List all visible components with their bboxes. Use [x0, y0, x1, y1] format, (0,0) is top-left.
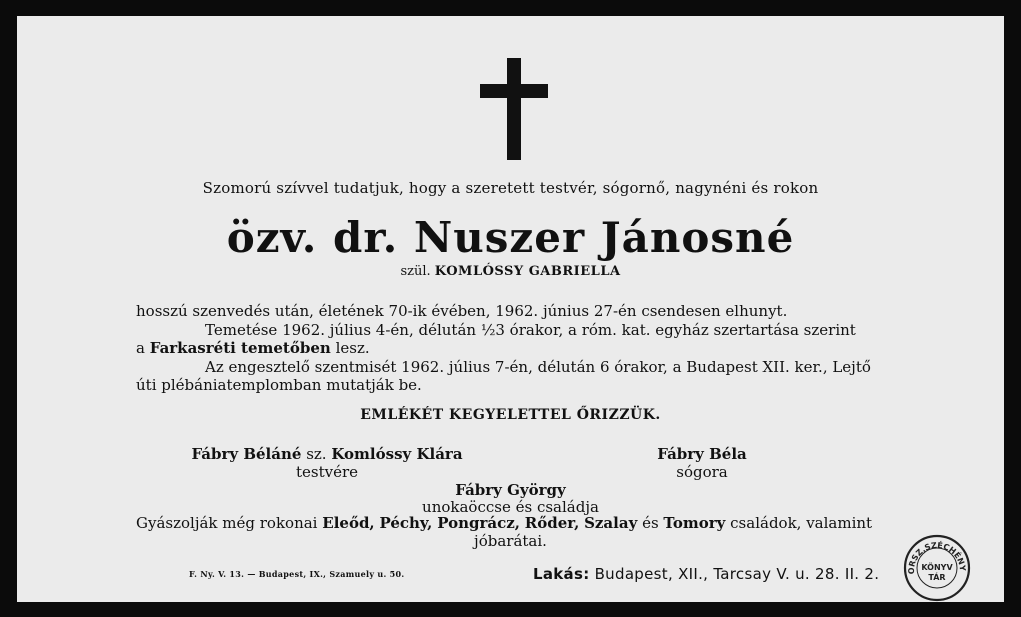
mourners-and: és [642, 514, 659, 532]
family-name: Tomory [663, 514, 726, 532]
address-value: Budapest, XII., Tarcsay V. u. 28. II. 2. [594, 565, 880, 583]
maiden-name-line [17, 264, 1004, 279]
mourner-3-role: unokaöccse és családja [422, 498, 599, 516]
motto: EMLÉKÉT KEGYELETTEL ŐRIZZÜK. [360, 407, 661, 423]
cross-icon-bar [480, 84, 548, 98]
mourner-2-role: sógora [676, 463, 728, 481]
mourner-1-name-b: Komlóssy Klára [331, 445, 463, 463]
body-line-3 [136, 339, 370, 357]
mourners-line-2: jóbarátai. [474, 532, 547, 550]
svg-text:KÖNYV: KÖNYV [921, 563, 953, 572]
family-name: Rőder, [524, 514, 580, 532]
mourner-3-name-text: Fábry György [455, 481, 566, 499]
intro-text: Szomorú szívvel tudatjuk, hogy a szeretett testvér, sógornő, nagynéni és rokon [202, 179, 819, 197]
mourners-prefix: Gyászolják még rokonai [136, 514, 318, 532]
mourner-2-name [602, 445, 802, 463]
family-name: Eleőd, [322, 514, 375, 532]
maiden-name: KOMLÓSSY GABRIELLA [434, 264, 621, 279]
address-label: Lakás: [533, 565, 590, 583]
mourner-3-name [17, 481, 1004, 499]
body-line-4: Az engesztelő szentmisét 1962. július 7-én, délután 6 órakor, a Budapest XII. ker., Lejtő [205, 358, 871, 376]
mourner-1-name-a: Fábry Béláné [191, 445, 302, 463]
body-line-3-prefix: a [136, 339, 145, 357]
body-line-1: hosszú szenvedés után, életének 70-ik évében, 1962. június 27-én csendesen elhunyt. [136, 302, 788, 320]
svg-text:TÁR: TÁR [928, 573, 946, 582]
mourner-1-name [187, 445, 467, 463]
library-stamp-icon [902, 533, 972, 603]
maiden-prefix: szül. [400, 264, 431, 279]
printer-imprint: F. Ny. V. 13. — Budapest, IX., Szamuely u. 50. [189, 569, 405, 579]
obituary-card [17, 16, 1004, 602]
cross-icon [507, 58, 521, 160]
cemetery-name: Farkasréti temetőben [149, 339, 331, 357]
family-name: Pongrácz, [437, 514, 520, 532]
mourner-1-sz: sz. [306, 445, 327, 463]
body-line-2: Temetése 1962. július 4-én, délután ½3 órakor, a róm. kat. egyház szertartása szerint [205, 321, 856, 339]
mourner-2-name-text: Fábry Béla [657, 445, 747, 463]
mourners-line [136, 514, 872, 532]
address-line [533, 565, 879, 583]
family-name: Péchy, [379, 514, 433, 532]
body-line-5: úti plébániatemplomban mutatják be. [136, 376, 422, 394]
svg-text:ORSZ.SZÉCHÉNYI: ORSZ.SZÉCHÉNY [906, 540, 968, 575]
mourner-1-role: testvére [295, 463, 359, 481]
family-name: Szalay [584, 514, 638, 532]
body-line-3-suffix: lesz. [335, 339, 370, 357]
mourners-suffix: családok, valamint [730, 514, 873, 532]
deceased-name: özv. dr. Nuszer Jánosné [226, 213, 795, 262]
